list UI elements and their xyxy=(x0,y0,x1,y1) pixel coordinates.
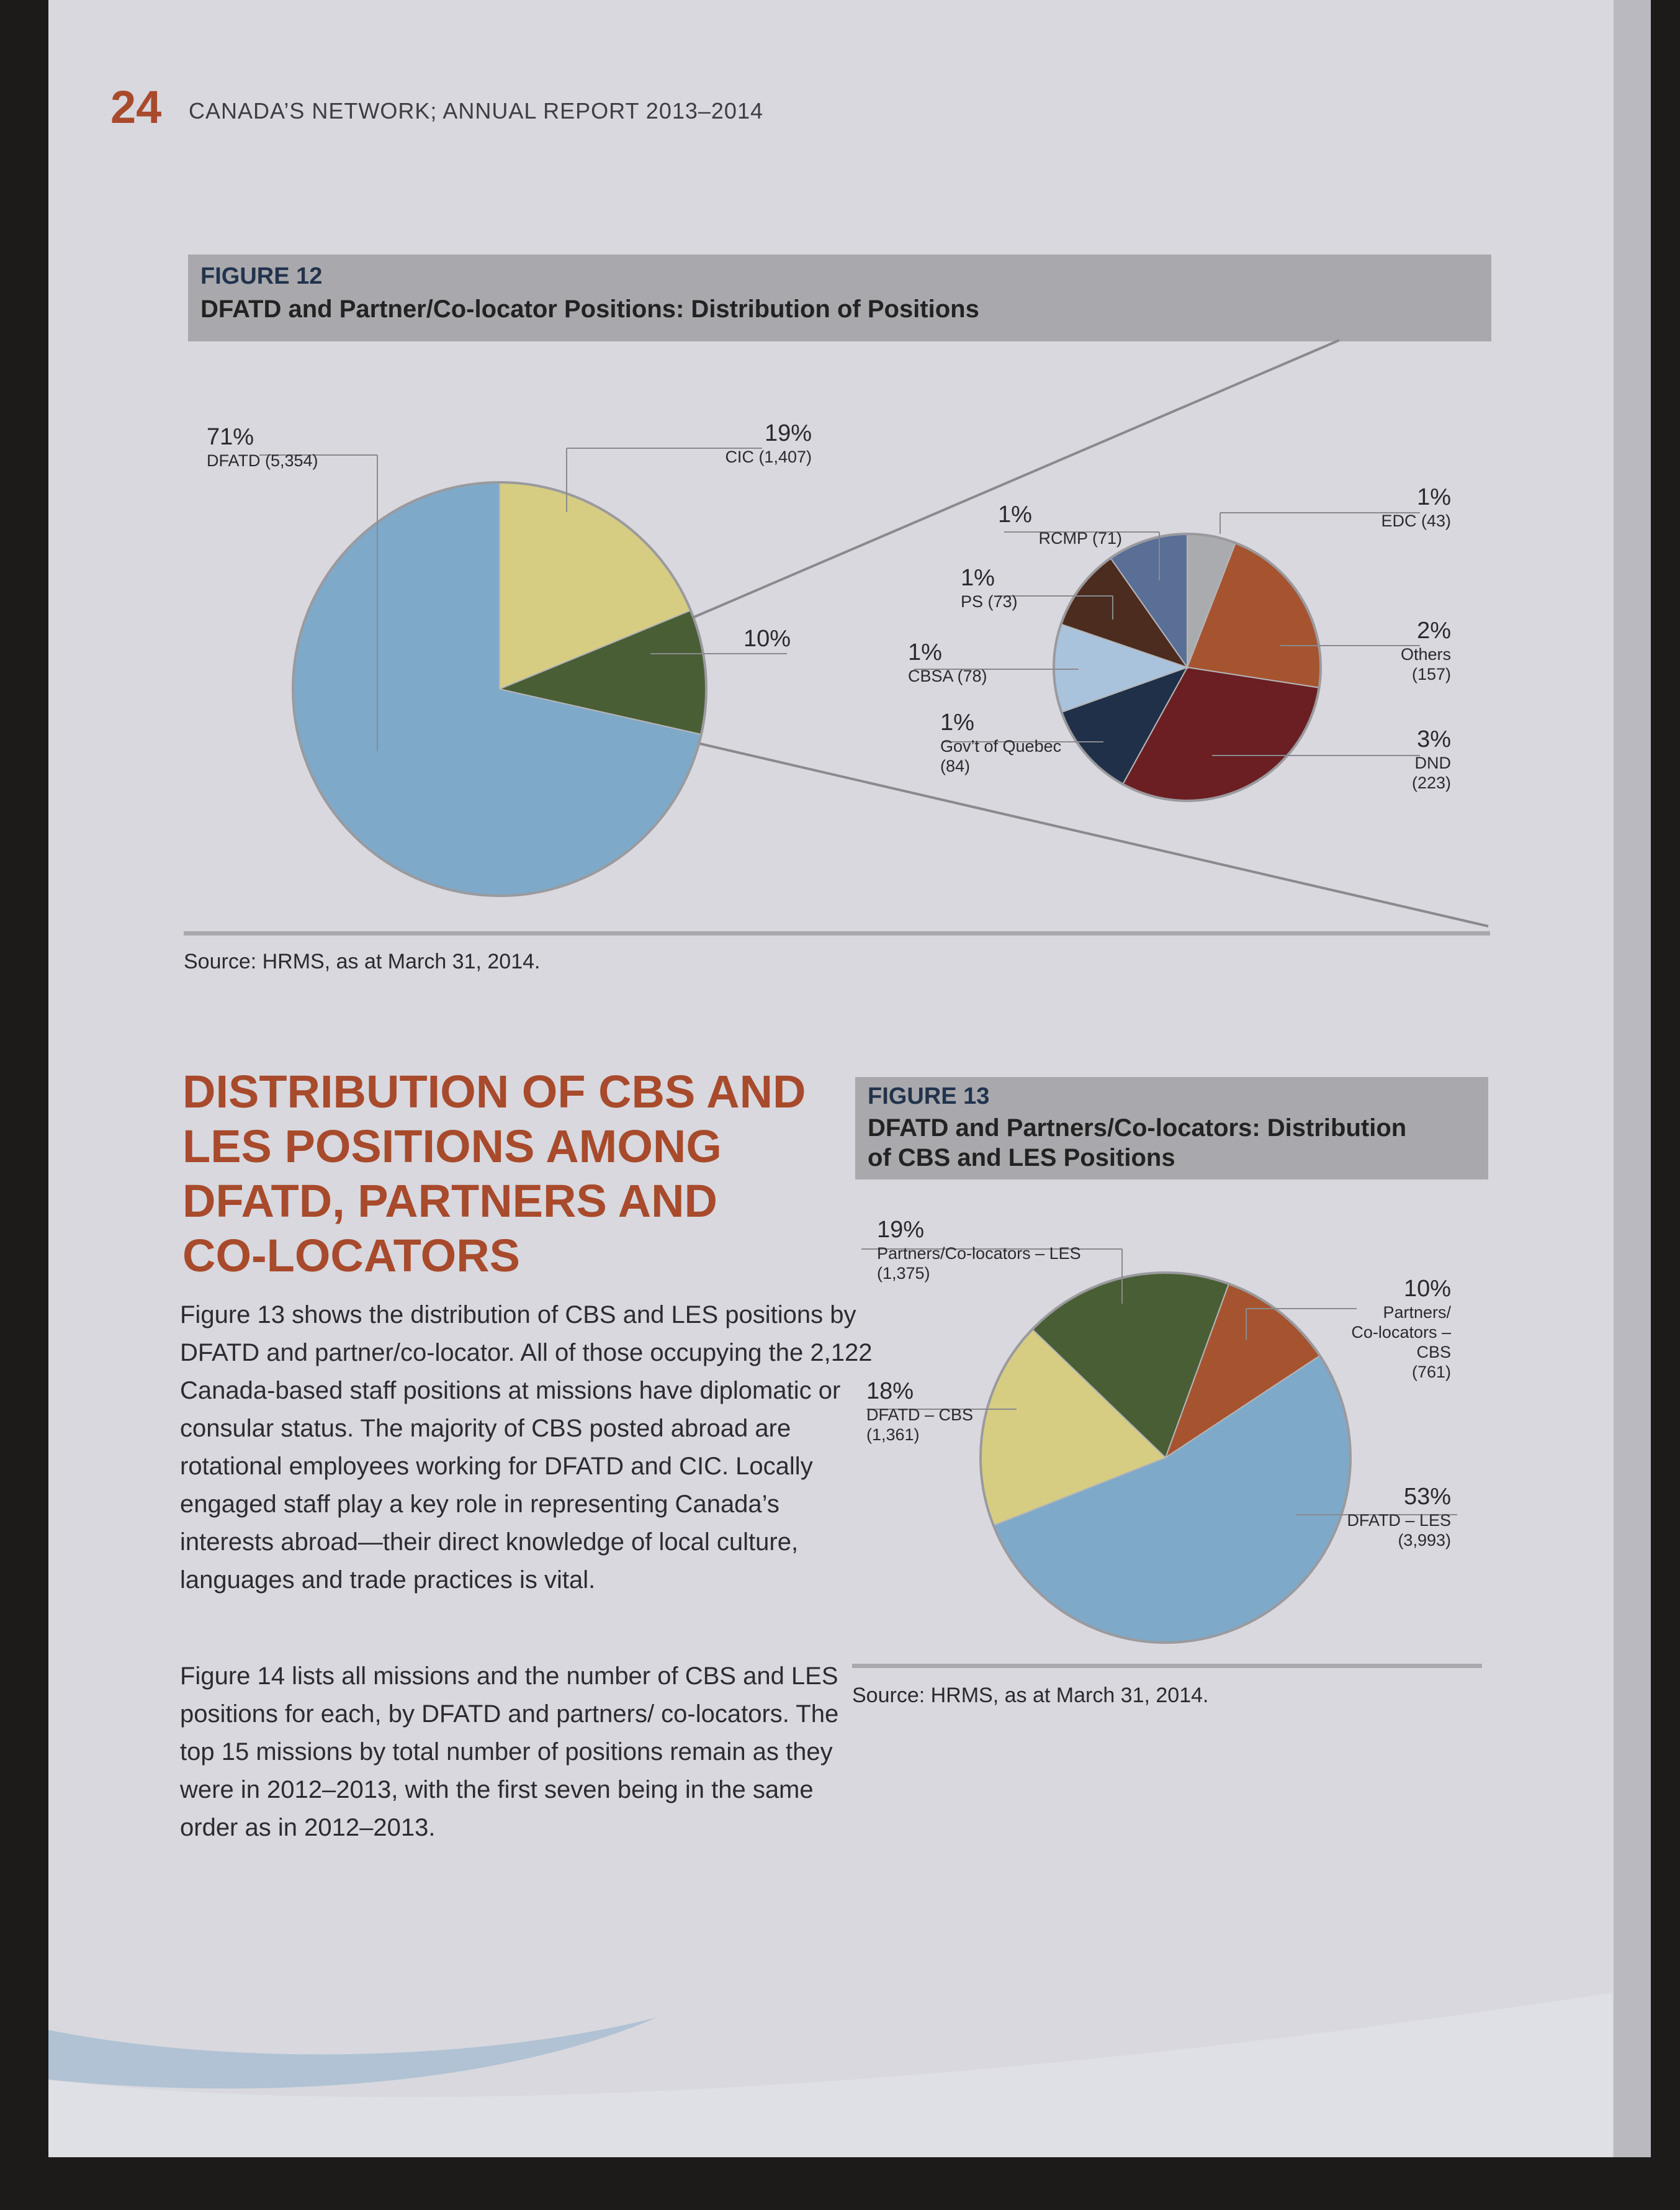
fig13-pcl-cbs-count: (761) xyxy=(1411,1363,1451,1381)
fig13-pcl-les-pct: 19% xyxy=(877,1217,925,1243)
fig13-pcl-les-label xyxy=(877,1217,1081,1283)
fig12-dnd-label xyxy=(1314,726,1451,793)
figure12-source: Source: HRMS, as at March 31, 2014. xyxy=(184,950,541,973)
fig12-cbsa-pct: 1% xyxy=(908,639,942,665)
fig13-dfatd-cbs-count: (1,361) xyxy=(866,1425,920,1444)
fig12-edc-label xyxy=(1314,484,1451,531)
fig12-others-pct: 10% xyxy=(743,626,791,652)
figure12-label: FIGURE 12 xyxy=(200,263,323,289)
figure12-main-pie xyxy=(293,482,706,896)
figure13-bottom-rule xyxy=(852,1664,1482,1668)
fig13-dfatd-les-name: DFATD – LES xyxy=(1347,1511,1451,1530)
fig13-pcl-cbs-name-2: Co-locators – xyxy=(1351,1323,1451,1342)
fig13-dfatd-cbs-pct: 18% xyxy=(866,1378,914,1404)
fig12-ps-pct: 1% xyxy=(961,565,995,591)
fig13-pcl-cbs-pct: 10% xyxy=(1403,1276,1451,1302)
fig12-cbsa-name: CBSA (78) xyxy=(908,667,987,685)
fig12-cic-label xyxy=(669,420,812,467)
fig12-dnd-name: DND xyxy=(1414,754,1451,772)
fig12-others-detail-pct: 2% xyxy=(1417,618,1451,644)
fig12-dfatd-name: DFATD (5,354) xyxy=(207,451,318,470)
fig12-dfatd-label xyxy=(207,424,318,471)
figure12-title: DFATD and Partner/Co-locator Positions: Distribution of Positions xyxy=(200,295,979,323)
article-heading-line-4: CO-LOCATORS xyxy=(182,1230,521,1281)
fig13-dfatd-les-count: (3,993) xyxy=(1398,1531,1451,1549)
fig12-cic-name: CIC (1,407) xyxy=(725,448,812,466)
fig12-quebec-name: Gov’t of Quebec xyxy=(940,737,1062,755)
fig13-pcl-les-name: Partners/Co-locators – LES xyxy=(877,1244,1081,1263)
report-page xyxy=(48,0,1651,2157)
fig12-dnd-count: (223) xyxy=(1411,774,1451,792)
fig12-quebec-pct: 1% xyxy=(940,710,974,736)
figure12-detail-pie xyxy=(1054,534,1321,801)
article-heading-line-2: LES POSITIONS AMONG xyxy=(182,1121,722,1172)
fig12-cbsa-label xyxy=(908,639,987,686)
article-heading xyxy=(182,1065,865,1283)
fig12-quebec-count: (84) xyxy=(940,757,971,775)
fig13-dfatd-cbs-label xyxy=(866,1378,973,1445)
fig12-edc-name: EDC (43) xyxy=(1381,512,1451,530)
fig13-pcl-cbs-label xyxy=(1327,1276,1451,1382)
page-number: 24 xyxy=(110,81,162,133)
fig12-cic-pct: 19% xyxy=(764,420,812,446)
fig12-rcmp-label xyxy=(955,502,1122,548)
decorative-swoosh xyxy=(48,1955,1651,2157)
article-heading-line-3: DFATD, PARTNERS AND xyxy=(182,1175,717,1227)
fig13-dfatd-les-pct: 53% xyxy=(1403,1484,1451,1510)
fig12-others-detail-label xyxy=(1314,618,1451,684)
figure13-source: Source: HRMS, as at March 31, 2014. xyxy=(852,1684,1209,1707)
fig13-dfatd-cbs-name: DFATD – CBS xyxy=(866,1405,974,1424)
figure13-label: FIGURE 13 xyxy=(868,1083,990,1109)
fig12-quebec-label xyxy=(940,710,1061,776)
fig13-dfatd-les-label xyxy=(1314,1484,1451,1550)
article-paragraph-2: Figure 14 lists all missions and the number of CBS and LES positions for each, by DFATD and partners/ co-locators. The top 15 missions by total number of positions remain as they were in 2012–2013, with the first seven being in the same order as in 2012–2013. xyxy=(180,1662,839,1841)
fig13-pcl-les-count: (1,375) xyxy=(877,1264,930,1283)
figure13-pie xyxy=(981,1273,1350,1643)
figure13-title-line-1: DFATD and Partners/Co-locators: Distribution xyxy=(868,1114,1407,1142)
fig12-ps-name: PS (73) xyxy=(961,592,1018,611)
fig12-dfatd-pct: 71% xyxy=(207,424,254,450)
fig12-others-detail-name: Others xyxy=(1400,645,1451,664)
fig12-rcmp-name: RCMP (71) xyxy=(1038,529,1122,548)
fig12-others-label xyxy=(743,626,791,652)
figure13-header xyxy=(855,1077,1488,1179)
fig13-pcl-cbs-name-3: CBS xyxy=(1416,1343,1451,1361)
fig12-edc-pct: 1% xyxy=(1417,484,1451,510)
fig13-pcl-cbs-name-1: Partners/ xyxy=(1383,1303,1451,1322)
fig12-rcmp-pct: 1% xyxy=(998,502,1032,528)
figure12-bottom-rule xyxy=(184,931,1490,936)
article-paragraph-1: Figure 13 shows the distribution of CBS and LES positions by DFATD and partner/co-locator. All of those occupying the 2,122 Canada-based staff positions at missions have diplomatic or consular status. The majority of CBS posted abroad are rotational employees working for DFATD and CIC. Locally engaged staff play a key role in representing Canada’s interests abroad—their direct knowledge of local culture, languages and trade practices is vital. xyxy=(180,1301,873,1594)
article-heading-line-1: DISTRIBUTION OF CBS AND xyxy=(182,1066,806,1117)
fig12-dnd-pct: 3% xyxy=(1417,726,1451,752)
figure13-title-line-2: of CBS and LES Positions xyxy=(868,1144,1175,1171)
publication-title: CANADA’S NETWORK; ANNUAL REPORT 2013–2014 xyxy=(189,98,763,124)
fig12-others-detail-count: (157) xyxy=(1411,665,1451,683)
fig12-ps-label xyxy=(961,565,1018,611)
